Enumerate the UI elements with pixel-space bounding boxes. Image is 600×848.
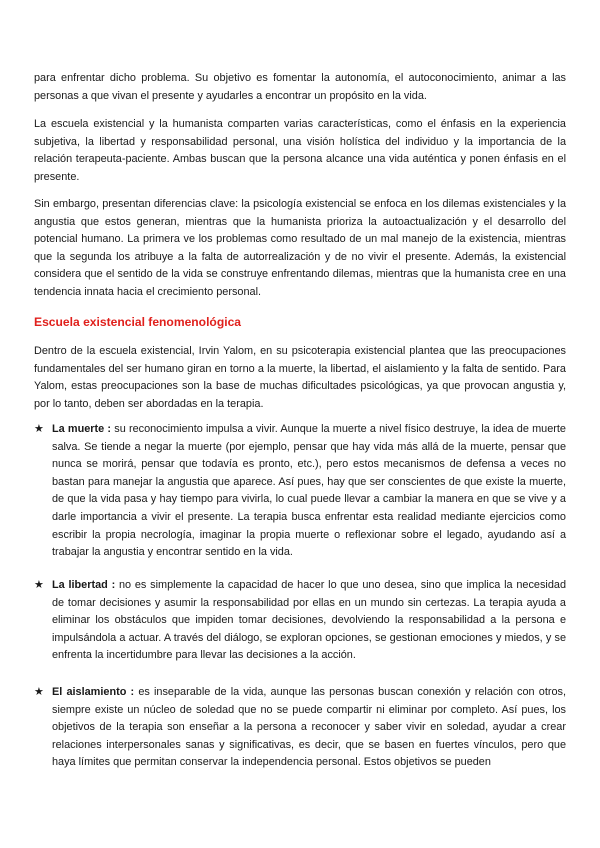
bullet-term: El aislamiento :: [52, 686, 135, 698]
star-icon: ★: [34, 423, 44, 435]
bullet-text: no es simplemente la capacidad de hacer lo que uno desea, sino que implica la necesidad de tomar decisiones y asumir la responsabilidad por ellas en un mundo sin certezas. La terapia ayuda a eliminar los obstáculos que impiden tomar decisiones, devolviendo la responsabilidad a la persona e impulsándola a actuar. A través del diálogo, se exploran opciones, se gestionan emociones y miedos, y se enfrenta la incertidumbre para llevar las decisiones a la acción.: [52, 579, 566, 662]
paragraph-shared-characteristics: La escuela existencial y la humanista comparten varias características, como el énfasis en la experiencia subjetiva, la libertad y responsabilidad personal, una visión holística del individuo y la importancia de la relación terapeuta-paciente. Ambas buscan que la persona alcance una vida auténtica y ponen énfasis en el presente.: [34, 118, 566, 183]
star-icon: ★: [34, 579, 44, 591]
paragraph-key-differences: Sin embargo, presentan diferencias clave: la psicología existencial se enfoca en los dilemas existenciales y la angustia que estos generan, mientras que la humanista prioriza la autoactualización y el desarrollo del potencial humano. La primera ve los problemas como resultado de un mal manejo de la existencia, mientras que la segunda los atribuye a la falta de autorrealización y de no vivir el presente. Además, la existencial considera que el sentido de la vida se construye enfrentando dilemas, mientras que la humanista cree en una tendencia innata hacia el crecimiento personal.: [34, 198, 566, 298]
bullet-text: su reconocimiento impulsa a vivir. Aunque la muerte a nivel físico destruye, la idea de muerte salva. Se tiende a negar la muerte (por ejemplo, pensar que hay vida más allá de la muerte, pensar que nunca se morirá, pensar que todavía es pronto, etc.), pero estos mecanismos de defensa a veces no bastan para manejar la angustia que aparece. Así pues, hay que ser conscientes de que existe la muerte, de que la vida pasa y hay tiempo para vivirla, lo cual puede llevar a cambiar la manera en que se vive y a darle importancia a vivir el presente. La terapia busca enfrentar esta realidad mediante ejercicios como escribir la propia necrología, imaginar la propia muerte o reflexionar sobre el legado, ayudando así a trabajar la angustia y encontrar sentido en la vida.: [52, 423, 566, 559]
bullet-item-freedom: [34, 577, 566, 665]
section-heading: Escuela existencial fenomenológica: [34, 315, 242, 329]
bullet-text: es inseparable de la vida, aunque las personas buscan conexión y relación con otros, siempre existe un núcleo de soledad que no se puede compartir ni eliminar por completo. Así pues, los objetivos de la terapia son enseñar a la persona a reconocer y saber vivir en soledad, ayudar a crear relaciones interpersonales sanas y significativas, es decir, que se basen en fuertes vínculos, pero que haya límites que permitan conservar la independencia personal. Estos objetivos se pueden: [52, 686, 566, 769]
bullet-item-death: [34, 421, 566, 562]
star-icon: ★: [34, 686, 44, 698]
bullet-item-isolation: [34, 684, 566, 772]
bullet-term: La muerte :: [52, 423, 112, 435]
paragraph-yalom-intro: Dentro de la escuela existencial, Irvin Yalom, en su psicoterapia existencial plantea que las preocupaciones fundamentales del ser humano giran en torno a la muerte, la libertad, el aislamiento y la falta de sentido. Para Yalom, estas preocupaciones son la base de muchas dificultades psicológicas, ya que provocan angustia y, por lo tanto, deben ser abordadas en la terapia.: [34, 345, 566, 410]
paragraph-intro-continuation: para enfrentar dicho problema. Su objetivo es fomentar la autonomía, el autoconocimiento, animar a las personas a que vivan el presente y ayudarles a encontrar un propósito en la vida.: [34, 72, 566, 102]
bullet-term: La libertad :: [52, 579, 116, 591]
